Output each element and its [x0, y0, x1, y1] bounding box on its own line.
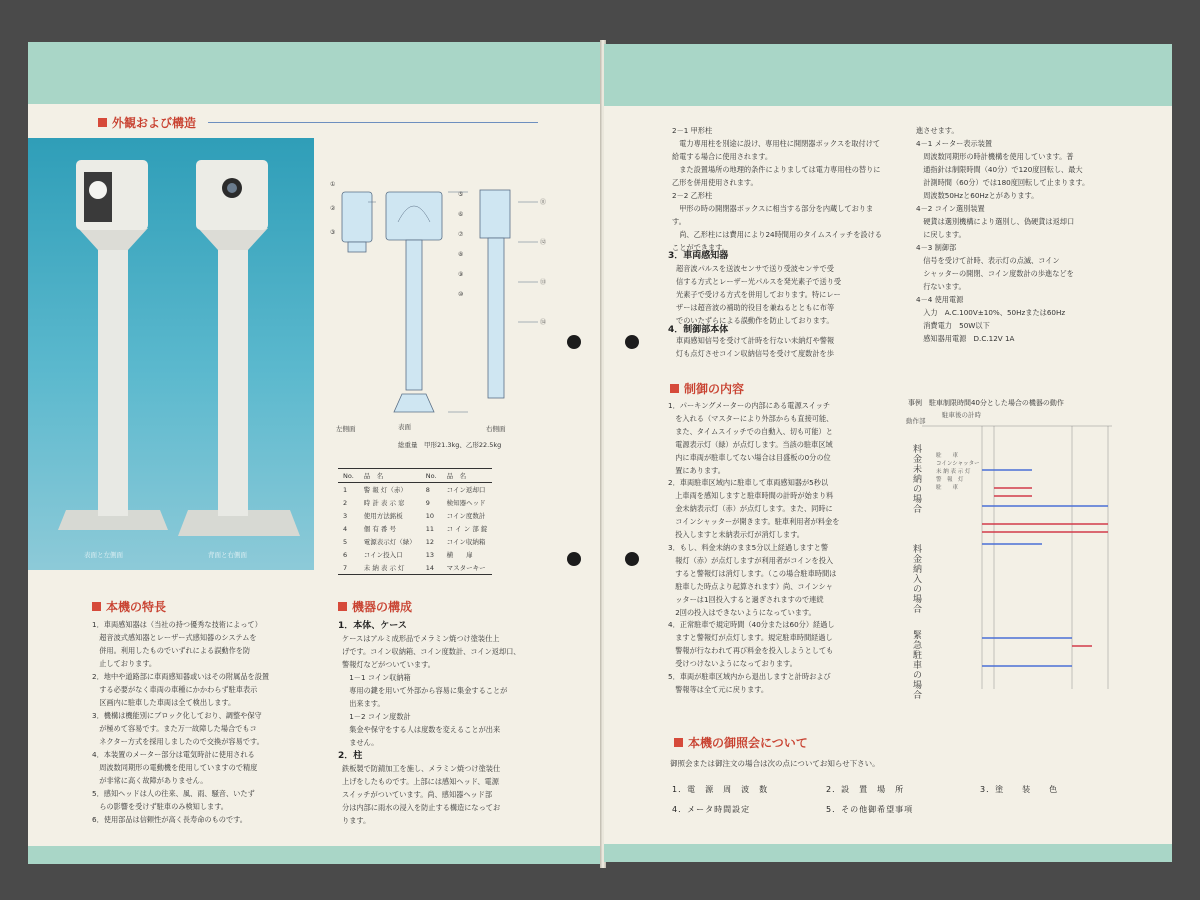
table-row: 2 時 計 表 示 窓 9 検知器ヘッド [343, 498, 486, 507]
svg-text:⑦: ⑦ [458, 231, 464, 238]
heading-rule [208, 122, 538, 123]
sensor-heading: 3．車両感知器 [668, 251, 729, 261]
drawing-label-front: 表面 [398, 423, 411, 431]
th-name-1: 品 名 [359, 469, 421, 483]
table-row: 5 電源表示灯（緑） 12 コイン収納箱 [343, 537, 486, 546]
svg-text:⑩: ⑩ [458, 291, 464, 298]
inquiry-intro: 御照会または御注文の場合は次の点についてお知らせ下さい。 [670, 759, 880, 768]
appearance-heading: 外観および構造 [98, 114, 196, 131]
left-page [28, 42, 604, 864]
inquiry-item-1: 1．電 源 周 波 数 [672, 785, 769, 794]
table-row: 4 個 有 番 号 11 コ イ ン 部 錠 [343, 524, 488, 533]
table-row: 7 未 納 表 示 灯 14 マスターキー [338, 561, 492, 575]
svg-text:⑪: ⑪ [540, 199, 547, 206]
control-unit-heading: 4．制御部本体 [668, 325, 729, 335]
parts-table-header [338, 469, 492, 483]
composition-text-2: 鉄板製で防錆加工を施し、メラミン焼つけ塗装仕 上げをしたものです。上部には感知ヘッド、電源 スイッチがついています。尚、感知器ヘッド部 分は内部に雨水の浸入を防止する構造になってお ります。 [342, 764, 501, 825]
th-name-2: 品 名 [442, 469, 493, 483]
table-row: 6 コイン投入口 13 横 扉 [343, 550, 473, 559]
case-unpaid: 料金未納の場合 [911, 444, 921, 514]
case-paid: 料金納入の場合 [911, 544, 921, 614]
timing-header-left: 動作部 [906, 417, 926, 425]
control-content-heading: 制御の内容 [670, 380, 744, 397]
binder-hole [567, 335, 581, 349]
right-page [604, 44, 1172, 862]
top-band [28, 42, 604, 104]
control-content-text: 1．パーキングメーターの内部にある電源スイッチ を入れる（マスターにより外部からも直接可能、 また、タイムスイッチでの自動入、切も可能）と 電源表示灯（緑）が点灯します。当該の駐車区域 内に車両が駐車してない場合は目盛板の0分の位 置にあります。 2．車両駐車区域内に駐車して車両感知器が5秒以 上車両を感知しますと駐車時間の計時が始まり料 金未納表示灯（赤）が点灯します。また、同時に コインシャッターが開きます。駐車利用者が料金を 投入しますと未納表示灯が消灯します。 3．もし、料金未納のまま5分以上経過しますと警 報灯（赤）が点灯しますが利用者がコインを投入 すると警報灯は消灯します。（この場合駐車時間は 駐車した時点より起算されます）尚、コインシャ ッターは1回投入すると過ぎされますので連続 2回の投入はできないようになっています。 4．正常駐車で規定時間（40分または60分）経過し ますと警報灯が点灯します。規定駐車時間経過し 警報が行なわれて再び料金を投入しようとしても 受けつけないようになっております。 5．車両が駐車区域内から退出しますと計時および 警報等は全て元に戻ります。 [668, 401, 840, 694]
th-no-2: No. [421, 469, 442, 483]
svg-text:⑥: ⑥ [458, 211, 464, 218]
pillar-text: 2－1 甲形柱 電力専用柱を別途に設け、専用柱に開閉器ボックスを取付けて給電する場合に使用されます。 また設置場所の地理的条件によりましては電力専用柱の替りに乙形を併用使用されます。 2－2 乙形柱 甲形の時の開閉器ボックスに相当する部分を内蔵しております。 尚、乙形柱には費用により24時間用のタイムスイッチを設けることができます。 [672, 126, 882, 252]
photo-caption-2: 背面と右側面 [208, 551, 247, 559]
binder-hole [625, 335, 639, 349]
spec-text: 進させます。 4－1 メーター表示装置 周波数同期形の時計機構を使用しています。普 通指針は制限時間（40分）で120度回転し、最大 計測時間（60分）では180度回転して止まります。 周波数50Hzと60Hzとがあります。 4－2 コイン選別装置 硬貨は選別機構により選別し、偽硬貨は返却口 に戻します。 4－3 制御部 信号を受けて計時、表示灯の点滅、コイン シャッターの開閉、コイン度数計の歩進などを 行ないます。 4－4 使用電源 入力 A.C.100V±10%、50Hzまたは60Hz 消費電力 50W以下 感知器用電源 D.C.12V 1A [916, 126, 1090, 343]
features-text: 1．車両感知器は（当社の持つ優秀な技術によって） 超音波式感知器とレーザー式感知器のシステムを 併用。利用したものでいずれによる誤動作を防 止しております。 2．地中や道路部に車両感知器或いはその附属品を設置 する必要がなく車両の車種にかかわらず駐車表示 区画内に駐車した車両は全て検出します。 3．機構は機能別にブロック化しており、調整や保守 が極めて容易です。また万一故障した場合でもコ ネクター方式を採用しましたので交換が容易です。 4．本装置のメーター部分は電気時計に使用される 周波数同期形の電動機を使用していますので精度 が非常に高く故障がありません。 5．感知ヘッドは人の往来、風、雨、騒音、いたず らの影響を受けず駐車のみ検知します。 6．使用部品は信頼性が高く長寿命のものです。 [92, 620, 270, 824]
svg-text:⑨: ⑨ [458, 271, 464, 278]
th-no-1: No. [338, 469, 359, 483]
bottom-band [28, 846, 604, 864]
product-photo [28, 138, 314, 570]
svg-text:⑭: ⑭ [540, 319, 547, 326]
svg-text:③: ③ [330, 229, 336, 236]
technical-drawing [328, 162, 568, 422]
composition-heading: 機器の構成 [338, 598, 412, 615]
top-band [604, 44, 1172, 106]
svg-text:⑬: ⑬ [540, 279, 547, 286]
weight-note: 総重量 甲形21.3kg、乙形22.5kg [398, 441, 502, 449]
features-heading: 本機の特長 [92, 598, 166, 615]
case-emergency: 緊急駐車の場合 [911, 630, 921, 700]
parts-table [338, 468, 492, 575]
table-row: 1 警 報 灯（赤） 8 コイン返却口 [343, 485, 486, 494]
inquiry-heading: 本機の御照会について [674, 734, 808, 751]
sensor-text: 超音波パルスを送波センサで送り受波センサで受 信する方式とレーザー光パルスを発光素子で送り受 光素子で受ける方式を併用しております。特にレー ザーは超音波の補助的役目を兼ねるとともに布等 でのいたずらによる誤動作を防止しております。 [676, 264, 842, 325]
table-row: 3 使用方法銘板 10 コイン度数計 [343, 511, 486, 520]
control-unit-text: 車両感知信号を受けて計時を行ない未納灯や警報 灯も点灯させコイン収納信号を受けて度数計を歩 [676, 336, 835, 358]
svg-text:⑧: ⑧ [458, 251, 464, 258]
composition-text-1: ケースはアルミ成形品でメラミン焼つけ塗装仕上 げです。コイン収納箱、コイン度数計、コイン返却口、 警報灯などがついています。 1－1 コイン収納箱 専用の鍵を用いて外部から容易に集金することが 出来ます。 1－2 コイン度数計 集金や保守をする人は度数を変えることが出来 ません。 [342, 634, 521, 747]
drawing-label-right: 右側面 [486, 425, 506, 433]
inquiry-item-4: 4．メータ時間設定 [672, 805, 751, 814]
timing-title: 事例 駐車制限時間40分とした場合の機器の動作 [908, 399, 1064, 407]
binder-hole [567, 552, 581, 566]
inquiry-item-5: 5．その他御希望事項 [826, 805, 914, 814]
svg-text:⑫: ⑫ [540, 239, 547, 246]
photo-caption-1: 表面と左側面 [84, 551, 123, 559]
svg-text:⑤: ⑤ [458, 191, 464, 198]
timing-row-labels: 駐 車 コインシャッター 未 納 表 示 灯 警 報 灯 駐 車 [936, 453, 980, 491]
drawing-label-left: 左側面 [336, 425, 356, 433]
binder-hole [625, 552, 639, 566]
bottom-band [604, 844, 1172, 862]
composition-sub-1: 1．本体、ケース [338, 621, 407, 631]
inquiry-item-2: 2．設 置 場 所 [826, 785, 905, 794]
inquiry-item-3: 3．塗 装 色 [980, 785, 1059, 794]
timing-header-mid: 駐車後の計時 [942, 411, 981, 419]
composition-sub-2: 2．柱 [338, 751, 363, 761]
svg-text:②: ② [330, 205, 336, 212]
parking-meter-photo [28, 138, 314, 570]
svg-text:①: ① [330, 181, 336, 188]
